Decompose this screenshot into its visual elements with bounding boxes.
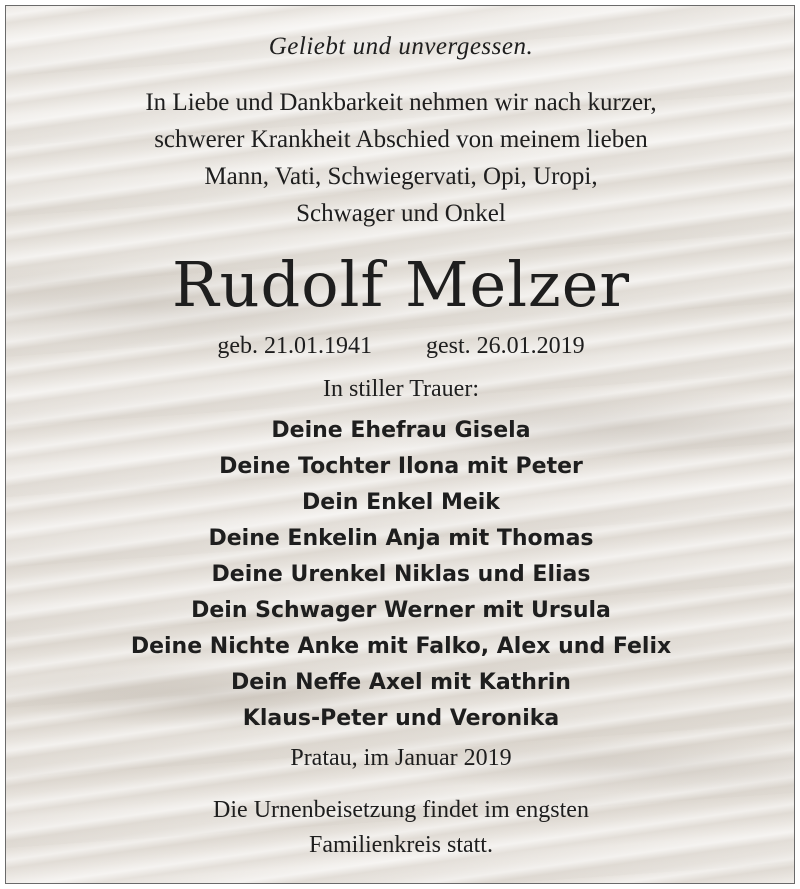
family-member: Deine Nichte Anke mit Falko, Alex und Felix [130,634,672,659]
place-date: Pratau, im Januar 2019 [290,745,512,771]
family-list [6,413,795,737]
obituary-card [5,5,795,884]
family-member: Deine Ehefrau Gisela [271,418,531,443]
intro-line: Mann, Vati, Schwiegervati, Opi, Uropi, [204,163,598,190]
burial-note [6,793,795,863]
mourning-heading: In stiller Trauer: [323,376,479,402]
family-member: Dein Schwager Werner mit Ursula [191,598,611,623]
birth-date: geb. 21.01.1941 [217,333,372,359]
family-member: Deine Enkelin Anja mit Thomas [208,526,594,551]
intro-line: schwerer Krankheit Abschied von meinem lieben [154,126,648,153]
family-member: Dein Neffe Axel mit Kathrin [231,670,571,695]
motto: Geliebt und unvergessen. [268,33,534,60]
family-member: Deine Tochter Ilona mit Peter [219,454,583,479]
family-member: Klaus-Peter und Veronika [242,706,560,731]
family-member: Dein Enkel Meik [302,490,500,515]
note-line: Familienkreis statt. [309,832,493,858]
life-dates [6,331,795,361]
deceased-name: Rudolf Melzer [171,248,631,321]
intro-line: In Liebe und Dankbarkeit nehmen wir nach kurzer, [145,89,657,116]
note-line: Die Urnenbeisetzung findet im engsten [213,797,589,823]
intro-line: Schwager und Onkel [296,200,506,227]
intro-text [6,84,795,232]
family-member: Deine Urenkel Niklas und Elias [211,562,591,587]
death-date: gest. 26.01.2019 [425,333,585,359]
